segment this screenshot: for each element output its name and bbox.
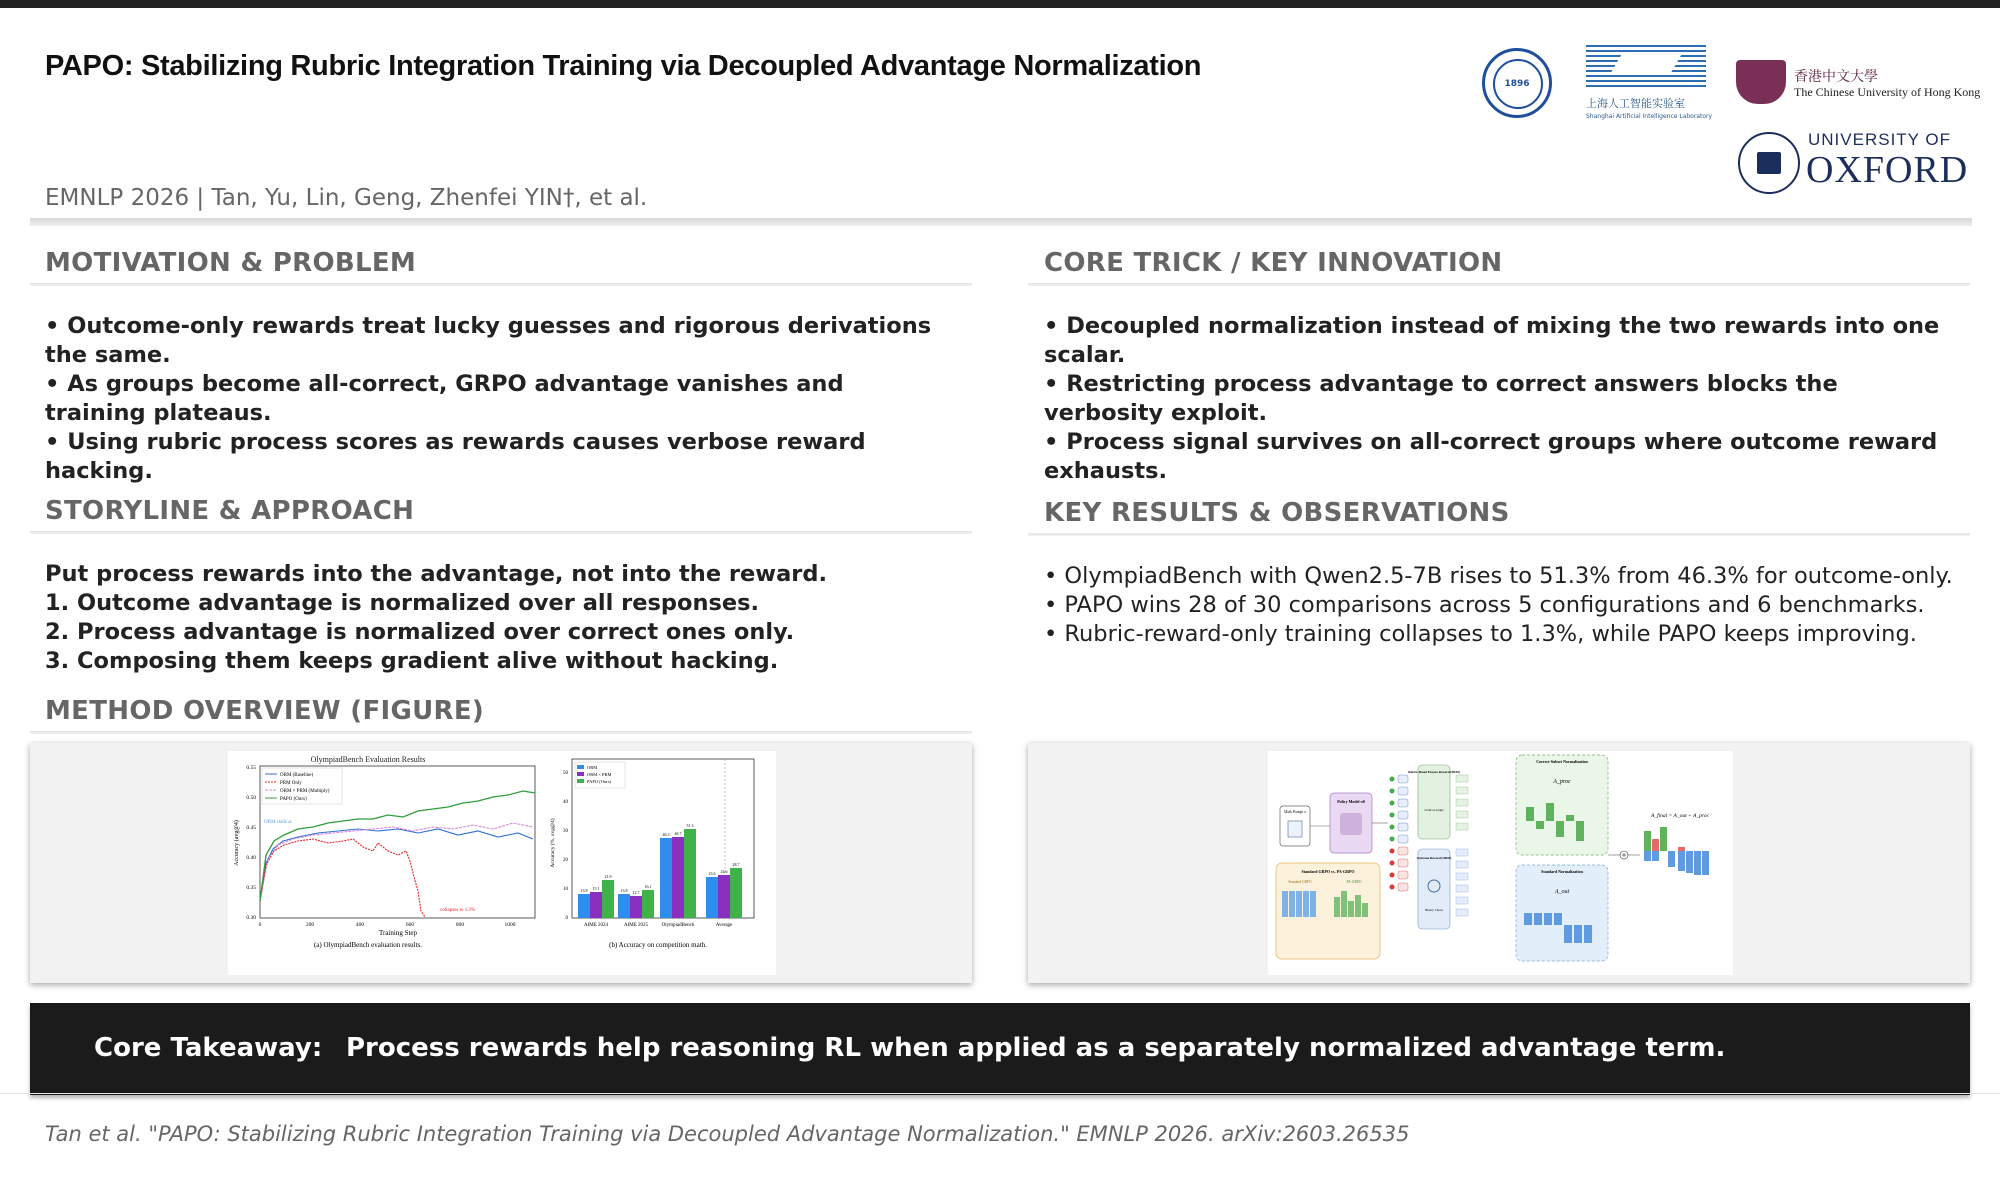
caption-b: (b) Accuracy on competition math. (609, 941, 707, 949)
line-legend (262, 768, 342, 804)
bar-ytick: 0 (565, 916, 568, 921)
core-bullet: • Process signal survives on all-correct groups where outcome reward exhausts. (1044, 429, 1938, 484)
ytick: 0.40 (246, 855, 256, 861)
motivation-rule (30, 283, 972, 286)
results-title: KEY RESULTS & OBSERVATIONS (1044, 498, 1510, 528)
results-bullet: • Rubric-reward-only training collapses to 1.3%, while PAPO keeps improving. (1044, 621, 1917, 647)
legend-prm: PRM Only (280, 781, 302, 786)
sjtu-year: 1896 (1504, 79, 1530, 89)
legend-orm: ORM (Baseline) (280, 773, 314, 778)
storyline-line: 2. Process advantage is normalized over correct ones only. (45, 619, 795, 645)
method-figure-svg (228, 751, 776, 975)
motivation-bullets (45, 312, 945, 486)
bar-label: 51.3 (686, 823, 694, 828)
storyline-title: STORYLINE & APPROACH (45, 496, 415, 526)
sjtu-logo (1482, 48, 1552, 118)
oxford-line1: UNIVERSITY OF (1808, 130, 1952, 149)
core-title: CORE TRICK / KEY INNOVATION (1044, 248, 1503, 278)
bar-category: Average (715, 923, 733, 928)
series-orm (260, 829, 533, 901)
method-figure-card (30, 743, 972, 983)
bar (718, 875, 730, 918)
bar-label: 16.1 (644, 884, 652, 889)
bar-label: 21.9 (604, 874, 612, 879)
shailab-caption-en: Shanghai Artificial Intelligence Laboratory (1586, 113, 1713, 120)
proc-formula: A_proc (1553, 779, 1571, 785)
bar (630, 896, 642, 918)
ytick: 0.55 (246, 765, 256, 771)
method-figure (228, 751, 776, 975)
bar-legend-orm: ORM (587, 765, 598, 770)
bar-yticks (563, 771, 569, 921)
bar-label: 28.7 (732, 862, 740, 867)
cuhk-logo (1736, 58, 1981, 118)
orm-label: Outcome Reward (ORM) (1416, 856, 1452, 860)
bar-ytick: 40 (563, 800, 568, 805)
bar-categories (584, 923, 733, 928)
core-bullet: • Restricting process advantage to correct answers blocks the verbosity exploit. (1044, 371, 1838, 426)
bar-ytick: 20 (563, 858, 568, 863)
takeaway-banner (30, 1003, 1970, 1095)
line-xticks (259, 922, 516, 928)
judge-label: LLM-as-Judge (1424, 808, 1444, 812)
legend-mult: ORM × PRM (Multiply) (280, 789, 330, 794)
correct-subset-label: Correct-Subset Normalization (1536, 759, 1588, 764)
document-icon (1288, 821, 1302, 837)
caption-a: (a) OlympiadBench evaluation results. (313, 941, 423, 949)
bar-ytick: 30 (563, 829, 568, 834)
ytick: 0.50 (246, 795, 256, 801)
bar-label: 12.7 (632, 890, 640, 895)
bar-label: 15.1 (592, 886, 600, 891)
motivation-bullet: • Using rubric process scores as rewards causes verbose reward hacking. (45, 429, 866, 484)
bar (660, 838, 672, 918)
bar-ytick: 50 (563, 771, 568, 776)
orm-annotation: ORM stalls at (264, 820, 292, 825)
line-xlabel: Training Step (378, 929, 418, 937)
storyline-line: 3. Composing them keeps gradient alive without hacking. (45, 648, 779, 674)
footer-divider (0, 1093, 2000, 1094)
bar-legend-papo: PAPO (Ours) (587, 779, 611, 784)
final-label: A_final = A_out + A_proc (1650, 813, 1710, 819)
bar (590, 892, 602, 918)
takeaway-label: Core Takeaway: (94, 1033, 323, 1063)
takeaway-text: Process rewards help reasoning RL when applied as a separately normalized advantage term. (346, 1033, 1726, 1063)
line-chart-title: OlympiadBench Evaluation Results (310, 755, 426, 764)
bar-ytick: 10 (563, 887, 568, 892)
bar-legend-mult: ORM × PRM (587, 772, 612, 777)
shailab-logo (1586, 45, 1716, 125)
xtick: 0 (258, 922, 262, 928)
results-rule (1028, 533, 1970, 536)
responses (1390, 775, 1409, 891)
pipeline-figure-card (1028, 743, 1970, 983)
final-bars (1644, 827, 1709, 875)
bar-category: AIME 2024 (583, 923, 609, 928)
core-bullet: • Decoupled normalization instead of mixing the two rewards into one scalar. (1044, 313, 1940, 368)
out-formula: A_out (1554, 889, 1570, 895)
xtick: 600 (405, 922, 415, 928)
bar (672, 837, 684, 918)
top-bar (0, 0, 2000, 8)
cuhk-name-en: The Chinese University of Hong Kong (1794, 85, 1981, 99)
storyline-rule (30, 531, 972, 534)
ytick: 0.35 (246, 885, 256, 891)
method-rule (30, 731, 972, 734)
bar (578, 894, 590, 918)
series-papo (260, 791, 535, 901)
line-yticks (246, 765, 256, 921)
pipeline-figure-svg (1268, 751, 1733, 975)
score-columns (1456, 775, 1468, 916)
method-title: METHOD OVERVIEW (FIGURE) (45, 696, 485, 726)
oxford-line2: OXFORD (1806, 149, 1969, 191)
standard-label: Standard Normalization (1541, 869, 1583, 874)
bar-category: OlympiadBench (661, 923, 695, 928)
cuhk-name-cn: 香港中文大學 (1794, 69, 1878, 85)
page-title: PAPO: Stabilizing Rubric Integration Training via Decoupled Advantage Normalization (45, 50, 1202, 82)
bar-label: 24.6 (720, 869, 728, 874)
compare-label: Standard GRPO vs. PA-GRPO (1301, 869, 1355, 874)
core-bullets (1044, 312, 1944, 486)
prm-label: Rubric-Based Process Reward (PRM) (1408, 770, 1460, 774)
author-line: EMNLP 2026 | Tan, Yu, Lin, Geng, Zhenfei YIN†, et al. (45, 185, 648, 211)
pagrpo-label: PA-GRPO (1346, 880, 1362, 884)
bar-ylabel: Accuracy (%, avg@4) (550, 818, 556, 868)
oxford-logo (1736, 130, 1976, 210)
bar (684, 829, 696, 918)
bar-label: 13.8 (620, 888, 628, 893)
ytick: 0.45 (246, 825, 256, 831)
xtick: 1000 (504, 922, 516, 928)
citation: Tan et al. "PAPO: Stabilizing Rubric Integration Training via Decoupled Advantage Normalization." EMNLP 2026. arXiv:2603.26535 (45, 1122, 1410, 1146)
bar-label: 46.7 (674, 831, 682, 836)
check-label: Binary Check (1425, 908, 1443, 912)
cuhk-shield-icon (1736, 60, 1786, 104)
header-divider (30, 218, 1972, 226)
bar-label: 23.6 (708, 871, 716, 876)
motivation-title: MOTIVATION & PROBLEM (45, 248, 417, 278)
shailab-caption-cn: 上海人工智能实验室 (1586, 97, 1685, 110)
motivation-bullet: • Outcome-only rewards treat lucky guesses and rigorous derivations the same. (45, 313, 932, 368)
line-ylabel: Accuracy (avg@4) (234, 820, 240, 866)
results-bullets (1044, 562, 1964, 649)
collapse-annotation: collapses to 1.3% (440, 908, 476, 913)
policy-label: Policy Model πθ (1337, 799, 1365, 804)
bar (706, 877, 718, 918)
bar-category: AIME 2025 (623, 923, 649, 928)
bar-legend (575, 762, 625, 788)
xtick: 800 (455, 922, 465, 928)
bar (602, 880, 614, 918)
prompt-label: Math Prompt x (1284, 810, 1306, 814)
series-prm (260, 839, 425, 917)
core-rule (1028, 283, 1970, 286)
storyline-lines (45, 560, 965, 676)
storyline-line: 1. Outcome advantage is normalized over all responses. (45, 590, 760, 616)
bar (642, 890, 654, 918)
xtick: 200 (305, 922, 315, 928)
bar-label: 13.8 (580, 888, 588, 893)
grpo-label: Standard GRPO (1288, 880, 1312, 884)
xtick: 400 (355, 922, 365, 928)
bar (730, 868, 742, 918)
results-bullet: • PAPO wins 28 of 30 comparisons across 5 configurations and 6 benchmarks. (1044, 592, 1925, 618)
oxford-seal-icon (1738, 132, 1800, 194)
pipeline-figure (1268, 751, 1733, 975)
results-bullet: • OlympiadBench with Qwen2.5-7B rises to 51.3% from 46.3% for outcome-only. (1044, 563, 1953, 589)
bars (578, 829, 742, 918)
logo-group (1480, 40, 1980, 210)
ytick: 0.30 (246, 915, 256, 921)
bar-label: 46.3 (662, 832, 670, 837)
storyline-line: Put process rewards into the advantage, not into the reward. (45, 561, 827, 587)
motivation-bullet: • As groups become all-correct, GRPO advantage vanishes and training plateaus. (45, 371, 844, 426)
bar (618, 894, 630, 918)
legend-papo: PAPO (Ours) (280, 797, 307, 802)
